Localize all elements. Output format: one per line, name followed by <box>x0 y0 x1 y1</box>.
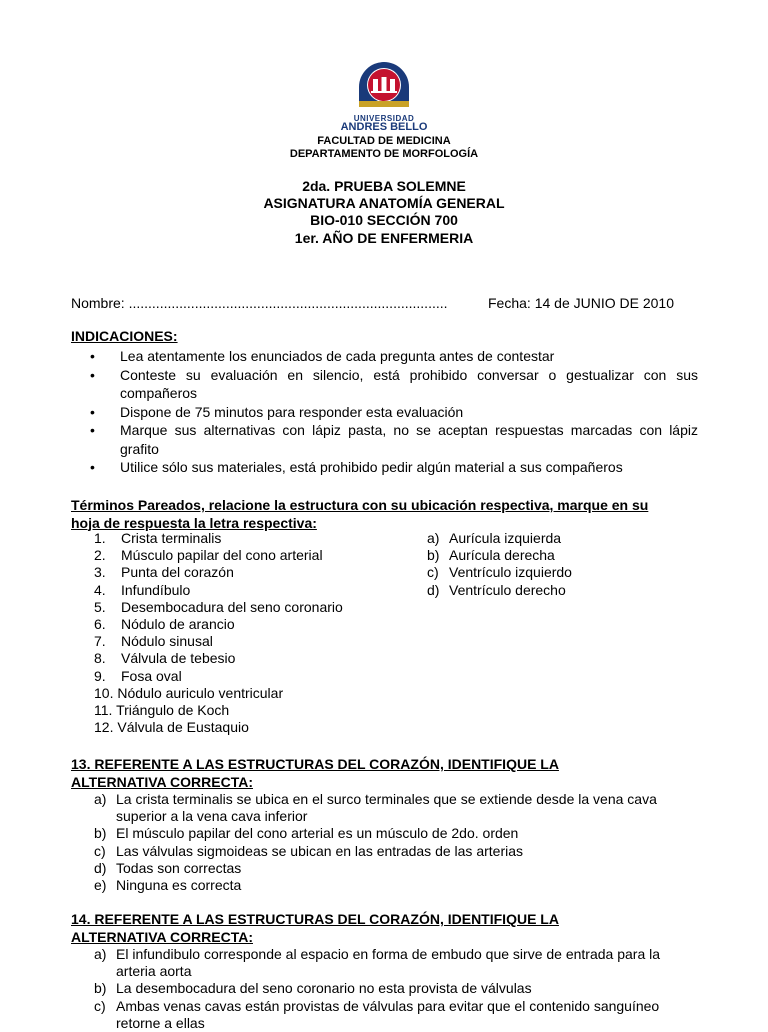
list-item: c) Ambas venas cavas están provistas de válvulas para evitar que el contenido sanguíneo retorne a ellas <box>94 997 660 1031</box>
question-13-heading <box>71 756 701 791</box>
question-heading-line: ALTERNATIVA CORRECTA: <box>71 773 253 790</box>
faculty-name: FACULTAD DE MEDICINA <box>317 135 451 147</box>
question-heading-line: 13. REFERENTE A LAS ESTRUCTURAS DEL CORAZÓN, IDENTIFIQUE LA <box>71 756 559 772</box>
list-item: d) Todas son correctas <box>94 859 242 876</box>
list-item: • Lea atentamente los enunciados de cada pregunta antes de contestar <box>90 347 698 366</box>
matching-heading-line: hoja de respuesta la letra respectiva: <box>71 514 317 531</box>
list-item: a) La crista terminalis se ubica en el surco terminales que se extiende desde la vena cava superior a la vena cava inferior <box>94 791 657 825</box>
list-item: b) El músculo papilar del cono arterial es un músculo de 2do. orden <box>94 825 519 842</box>
list-item: • Dispone de 75 minutos para responder esta evaluación <box>90 403 698 422</box>
logo-university-name: ANDRES BELLO <box>340 121 428 133</box>
question-14-heading <box>71 911 701 946</box>
list-item: a) Aurícula izquierda <box>427 530 562 546</box>
list-item: 8. Válvula de tebesio <box>94 650 236 667</box>
university-seal-logo <box>355 55 413 115</box>
list-item: 1. Crista terminalis <box>94 530 222 546</box>
question-14-options <box>94 946 694 1032</box>
list-item: 10. Nódulo auriculo ventricular <box>94 684 284 701</box>
exam-date: Fecha: 14 de JUNIO DE 2010 <box>488 295 674 311</box>
name-field[interactable]: Nombre: .................................................................................. <box>71 295 448 311</box>
course-code: BIO-010 SECCIÓN 700 <box>310 212 458 228</box>
list-item: • Conteste su evaluación en silencio, está prohibido conversar o gestualizar con sus compañeros <box>90 366 698 403</box>
list-item: 3. Punta del corazón <box>94 564 234 581</box>
matching-heading <box>71 497 701 532</box>
matching-terms-list <box>94 530 343 736</box>
list-item: 6. Nódulo de arancio <box>94 616 235 633</box>
year-program: 1er. AÑO DE ENFERMERIA <box>294 230 474 246</box>
list-item: e) Ninguna es correcta <box>94 877 242 894</box>
list-item: b) La desembocadura del seno coronario no esta provista de válvulas <box>94 980 532 997</box>
list-item: d) Ventrículo derecho <box>427 581 566 598</box>
list-item: • Utilice sólo sus materiales, está prohibido pedir algún material a sus compañeros <box>90 458 698 477</box>
list-item: 11. Triángulo de Koch <box>94 702 230 719</box>
list-item: • Marque sus alternativas con lápiz pasta, no se aceptan respuestas marcadas con lápiz grafito <box>90 421 698 458</box>
exam-title: 2da. PRUEBA SOLEMNE <box>302 178 466 194</box>
list-item: 12. Válvula de Eustaquio <box>94 719 249 736</box>
question-heading-line: ALTERNATIVA CORRECTA: <box>71 928 253 945</box>
course-name: ASIGNATURA ANATOMÍA GENERAL <box>263 195 505 211</box>
list-item: c) Ventrículo izquierdo <box>427 564 572 581</box>
logo-university-word: UNIVERSIDAD <box>353 114 415 123</box>
list-item: 5. Desembocadura del seno coronario <box>94 598 343 615</box>
matching-locations-list <box>427 530 572 599</box>
indications-heading: INDICACIONES: <box>71 328 178 344</box>
matching-heading-line: Términos Pareados, relacione la estructura con su ubicación respectiva, marque en su <box>71 497 649 513</box>
list-item: 2. Músculo papilar del cono arterial <box>94 547 323 564</box>
list-item: a) El infundibulo corresponde al espacio en forma de embudo que sirve de entrada para la arteria aorta <box>94 946 661 980</box>
list-item: 4. Infundíbulo <box>94 581 191 598</box>
question-heading-line: 14. REFERENTE A LAS ESTRUCTURAS DEL CORAZÓN, IDENTIFIQUE LA <box>71 911 559 927</box>
department-name: DEPARTAMENTO DE MORFOLOGÍA <box>289 148 479 160</box>
indications-list <box>90 347 698 477</box>
list-item: 9. Fosa oval <box>94 667 182 684</box>
question-13-options <box>94 791 694 894</box>
list-item: b) Aurícula derecha <box>427 547 555 564</box>
list-item: 7. Nódulo sinusal <box>94 633 213 650</box>
list-item: c) Las válvulas sigmoideas se ubican en las entradas de las arterias <box>94 842 524 859</box>
